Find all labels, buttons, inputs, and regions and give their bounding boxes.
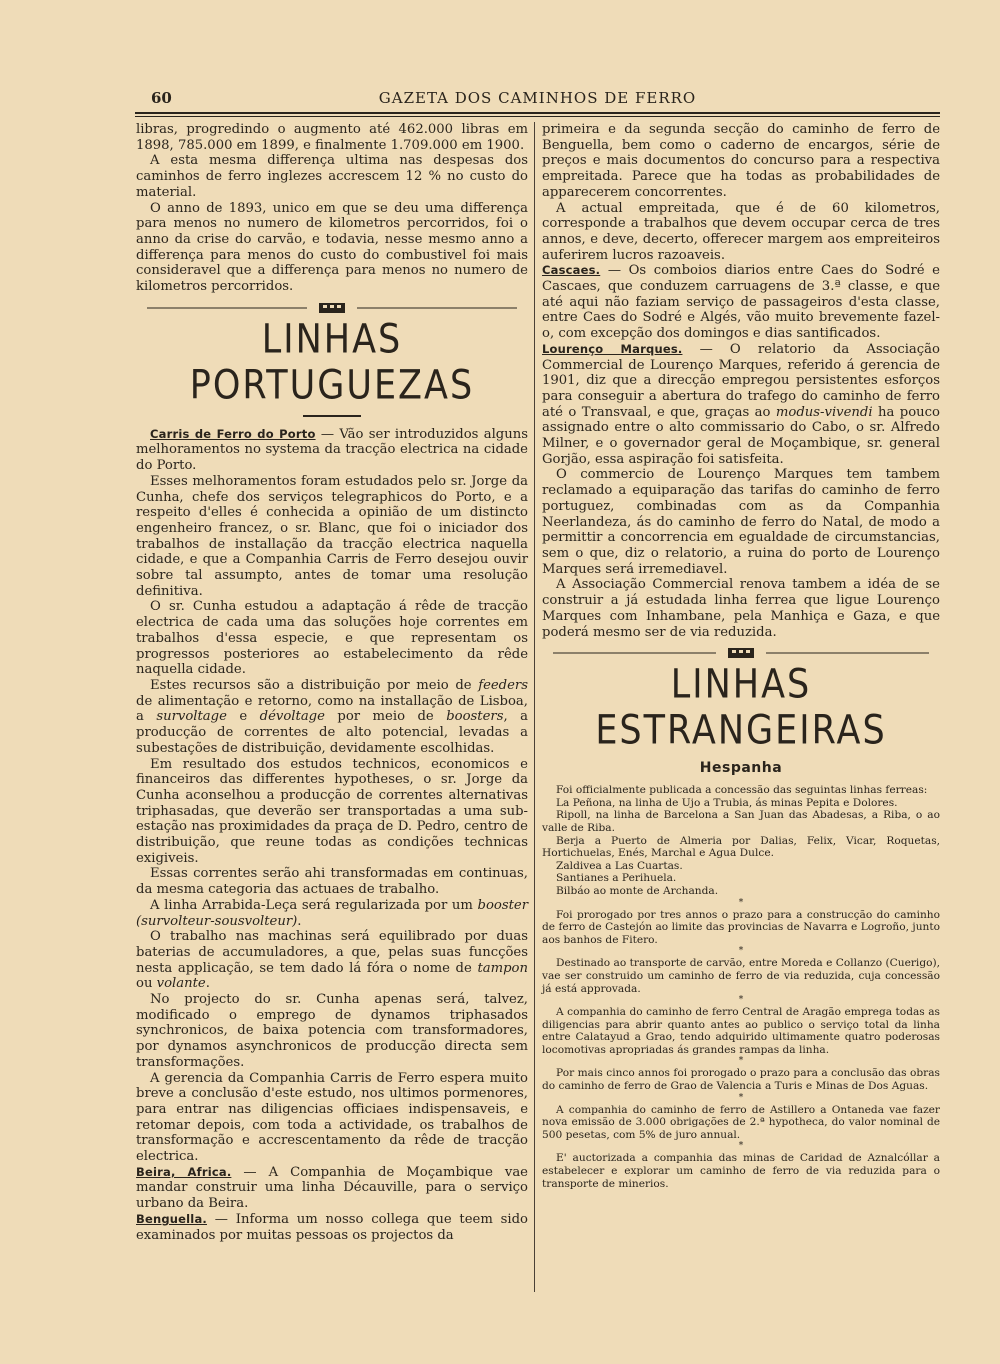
text: e xyxy=(226,709,260,725)
paragraph: No projecto do sr. Cunha apenas será, talvez, modificado o emprego de dynamos triphasados synchronicos, de baixa potencia com transformadores, por dynamos asynchronicos de producção directa sem transformações. xyxy=(136,992,528,1070)
asterism-icon: * xyxy=(738,1141,744,1152)
paragraph: O commercio de Lourenço Marques tem tambem reclamado a equiparação das tarifas do caminho de ferro portuguez, combinadas com as da Companhia Neerlandeza, ás do caminho de ferro do Natal, de modo a permittir a concorrencia em egualdade de circumstancias, sem o que, diz o relatorio, a ruina do porto de Lourenço Marques será irremediavel. xyxy=(542,467,940,577)
small-paragraph: Berja a Puerto de Almeria por Dalias, Felix, Vicar, Roquetas, Hortichuelas, Enés, Marchal e Agua Dulce. xyxy=(542,834,940,860)
italic-text: survoltage xyxy=(156,709,227,725)
italic-text: tampon xyxy=(477,960,528,976)
ornament-rule-icon xyxy=(147,301,517,315)
text: de alimentação e retorno, como na installação de Lisboa, a xyxy=(136,693,528,725)
item-text: — A Companhia de Moçambique vae mandar construir uma linha Décauville, para o serviço urbano da Beira. xyxy=(136,1164,528,1212)
ornament-rule-icon xyxy=(553,646,929,660)
section-header-estrangeiras xyxy=(542,646,940,754)
news-item-beira xyxy=(136,1165,528,1212)
paragraph: O anno de 1893, unico em que se deu uma differença para menos no numero de kilometros percorridos, foi o anno da crise do carvão, e todavia, nesse mesmo anno a differença para menos do custo do combustivel foi mais consideravel que a differença para menos no numero de kilometros percorridos. xyxy=(136,200,528,295)
small-paragraph: La Peñona, na linha de Ujo a Trubia, ás minas Pepita e Dolores. xyxy=(556,796,898,809)
small-paragraph: Zaldivea a Las Cuartas. xyxy=(556,859,683,872)
page-header xyxy=(135,86,940,112)
news-item-cascaes xyxy=(542,263,940,342)
short-rule xyxy=(303,415,361,417)
paragraph: A actual empreitada, que é de 60 kilometros, corresponde a trabalhos que devem occupar cerca de tres annos, e deve, decerto, offerecer margem aos empreiteiros auferirem lucros razoaveis. xyxy=(542,200,940,263)
item-lead: Benguella. xyxy=(136,1211,207,1226)
paragraph: A Associação Commercial renova tambem a idéa de se construir a já estudada linha ferrea que ligue Lourenço Marques com Inhambane, pela Manhiça e Gaza, e que poderá mesmo ser de via reduzida. xyxy=(542,577,940,640)
italic-text: booster (survolteur-sousvolteur) xyxy=(136,897,528,929)
paragraph: Em resultado dos estudos technicos, economicos e financeiros das differentes hypotheses, o sr. Jorge da Cunha aconselhou a producção de correntes alternativas triphasadas, que deverão ser transportadas a uma sub-estação nas proximidades da praça de D. Pedro, centro de distribuição, que reune todas as condições technicas exigiveis. xyxy=(136,756,528,866)
text: ou xyxy=(136,976,157,992)
text: . xyxy=(205,976,210,992)
paragraph-feeders xyxy=(136,678,528,757)
header-rule-thin xyxy=(135,116,940,117)
section-title: LINHAS PORTUGUEZAS xyxy=(189,316,475,409)
paragraph: A gerencia da Companhia Carris de Ferro espera muito breve a conclusão d'este estudo, nos ultimos pormenores, para entrar nas diligencias officiaes indispensaveis, e retomar depois, com toda a actividade, os trabalhos de transformação e accrescentamento da rêde de tracção electrica. xyxy=(136,1070,528,1165)
page-number: 60 xyxy=(151,89,172,107)
asterism-icon: * xyxy=(738,946,744,957)
news-item-carris xyxy=(136,427,528,474)
asterism-icon: * xyxy=(738,1056,744,1067)
text: , a producção de correntes de alto potencial, levadas a subestações de distribuição, devidamente escolhidas. xyxy=(136,709,528,756)
paragraph: O sr. Cunha estudou a adaptação á rêde de tracção electrica de cada uma das soluções hoje correntes em trabalhos d'essa especie, e que representam os progressos posteriores ao estabelecimento da rêde naquella cidade. xyxy=(136,599,528,678)
asterism-icon: * xyxy=(738,1092,744,1103)
item-text: — Os comboios diarios entre Caes do Sodré e Cascaes, que conduzem carruagens de 3.ª classe, e que até aqui não faziam serviço de passageiros d'esta classe, entre Caes do Sodré e Algés, vão muito brevemente fazel-o, com excepção dos domingos e dias santificados. xyxy=(542,263,940,342)
small-paragraph: Santianes a Perihuela. xyxy=(556,872,677,885)
news-item-lourenco-marques xyxy=(542,342,940,468)
italic-text: dévoltage xyxy=(259,709,325,725)
journal-title: GAZETA DOS CAMINHOS DE FERRO xyxy=(378,89,697,107)
italic-text: volante xyxy=(156,976,206,992)
small-paragraph: Ripoll, na linha de Barcelona a San Juan das Abadesas, a Riba, o ao valle de Riba. xyxy=(542,809,940,834)
paragraph-arrabida xyxy=(136,898,528,929)
small-paragraph: Bilbáo ao monte de Archanda. xyxy=(556,884,719,897)
item-lead: Lourenço Marques. xyxy=(542,341,683,356)
item-text: — O relatorio da Associação Commercial de Lourenço Marques, referido á gerencia de 1901, diz que a direcção empregou persistentes esforços para conseguir a abertura do trafego do caminho de ferro até o Transvaal, e que, graças ao xyxy=(542,341,940,420)
item-lead: Carris de Ferro do Porto xyxy=(150,426,316,441)
left-column xyxy=(136,122,528,1243)
asterism-icon: * xyxy=(738,897,744,908)
section-header-portuguezas xyxy=(136,301,528,417)
italic-text: boosters xyxy=(446,709,504,725)
column-divider xyxy=(534,122,535,1292)
news-item-benguella xyxy=(136,1212,528,1243)
small-paragraph: Foi prorogado por tres annos o prazo para a construcção do caminho de ferro de Castejón ao limite das provincias de Navarra e Logroño, junto aos banhos de Fitero. xyxy=(542,908,940,946)
small-paragraph: A companhia do caminho de ferro Central de Aragão emprega todas as diligencias para abrir quanto antes ao publico o serviço total da linha entre Calatayud a Grao, tendo adquirido ultimamente quatro poderosas locomotivas apropriadas ás grandes rampas da linha. xyxy=(542,1006,940,1056)
small-paragraph: Por mais cinco annos foi prorogado o prazo para a conclusão das obras do caminho de ferro de Grao de Valencia a Turis e Minas de Dos Aguas. xyxy=(542,1067,940,1093)
section-title: LINHAS ESTRANGEIRAS xyxy=(595,662,887,755)
small-paragraph: Destinado ao transporte de carvão, entre Moreda e Collanzo (Cuerigo), vae ser construido um caminho de ferro de via reduzida, cuja concessão já está approvada. xyxy=(542,957,940,995)
text: Estes recursos são a distribuição por meio de xyxy=(150,677,479,693)
paragraph: libras, progredindo o augmento até 462.000 libras em 1898, 785.000 em 1899, e finalmente 1.709.000 em 1900. xyxy=(136,122,528,153)
header-rule xyxy=(135,112,940,114)
small-paragraph: A companhia do caminho de ferro de Astillero a Ontaneda vae fazer nova emissão de 3.000 obrigações de 2.ª hypotheca, do valor nominal de 500 pesetas, com 5% de juro annual. xyxy=(542,1103,940,1141)
item-text: — Informa um nosso collega que teem sido examinados por muitas pessoas os projectos da xyxy=(136,1211,528,1243)
right-column xyxy=(542,122,940,1190)
text: A linha Arrabida-Leça será regularizada por um xyxy=(150,897,478,913)
paragraph: Essas correntes serão ahi transformadas em continuas, da mesma categoria das actuaes de trabalho. xyxy=(136,866,528,898)
paragraph: Esses melhoramentos foram estudados pelo sr. Jorge da Cunha, chefe dos serviços telegraphicos do Porto, e a respeito d'elles é conhecida a opinião de um distincto engenheiro francez, o sr. Blanc, que foi o iniciador dos trabalhos de installação da tracção electrica naquella cidade, e que a Companhia Carris de Ferro desejou ouvir sobre tal assumpto, antes de tomar uma resolução definitiva. xyxy=(136,473,528,599)
italic-text: modus-vivendi xyxy=(775,404,873,420)
asterism-icon: * xyxy=(738,995,744,1006)
paragraph: A esta mesma differença ultima nas despesas dos caminhos de ferro inglezes accrescem 12 % no custo do material. xyxy=(136,153,528,200)
item-lead: Cascaes. xyxy=(542,263,601,278)
item-text: ha pouco assignado entre o alto commissario do Cabo, o sr. Alfredo Milner, e o governador geral de Moçambique, sr. general Gorjão, essa aspiração foi satisfeita. xyxy=(542,404,940,467)
italic-text: feeders xyxy=(478,677,528,693)
item-lead: Beira, Africa. xyxy=(136,1164,232,1179)
small-paragraph: Foi officialmente publicada a concessão das seguintas linhas ferreas: xyxy=(556,784,928,797)
subsection-title: Hespanha xyxy=(699,760,783,777)
text: por meio de xyxy=(324,709,447,725)
paragraph-trabalho xyxy=(136,929,528,992)
text: . xyxy=(297,913,302,929)
text: O trabalho nas machinas será equilibrado por duas baterias de accumuladores, a que, pelas suas funcções nesta applicação, se tem dado lá fóra o nome de xyxy=(136,929,528,976)
paragraph: primeira e da segunda secção do caminho de ferro de Benguella, bem como o caderno de encargos, série de preços e mais documentos do concurso para a respectiva empreitada. Parece que ha todas as probabilidades de apparecerem concorrentes. xyxy=(542,122,940,200)
item-text: — Vão ser introduzidos alguns melhoramentos no systema da tracção electrica na cidade do Porto. xyxy=(136,426,528,474)
small-paragraph: E' auctorizada a companhia das minas de Caridad de Aznalcóllar a estabelecer e explorar um caminho de ferro de via reduzida para o transporte de minerios. xyxy=(542,1152,940,1190)
